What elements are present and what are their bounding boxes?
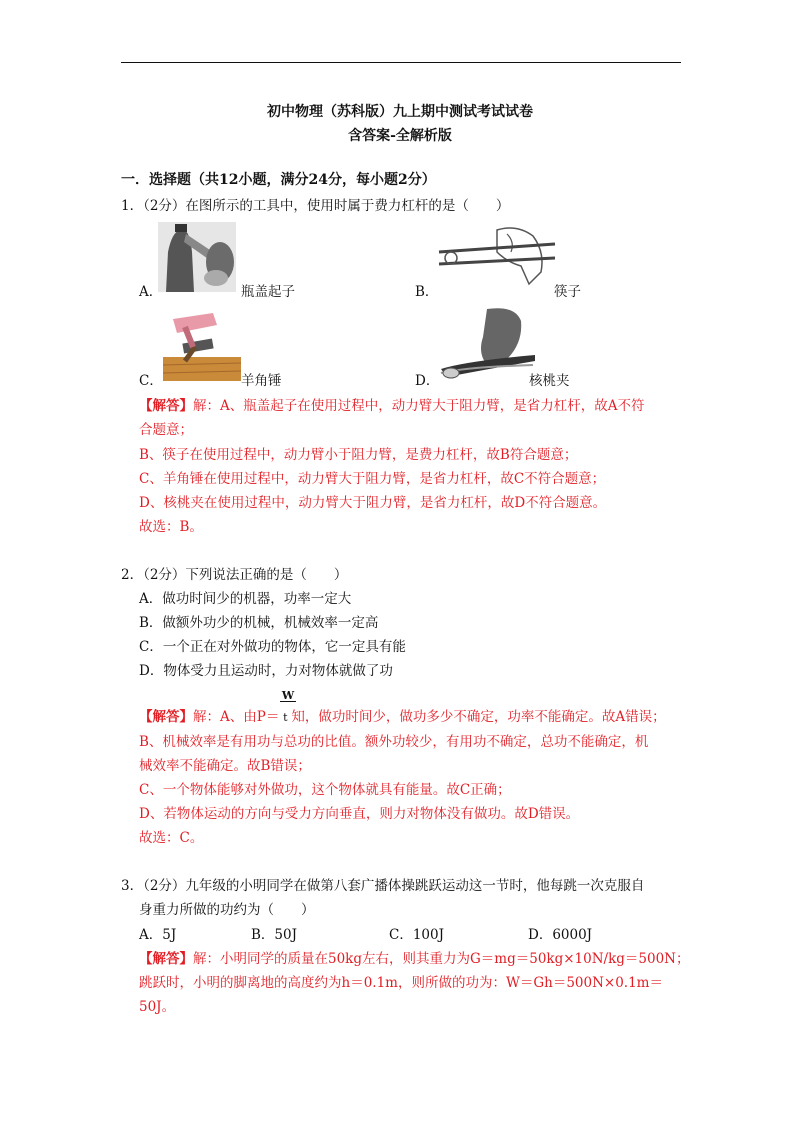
q3-answer-line-2: 跳跃时，小明的脚离地的高度约为h＝0.1m，则所做的功为：W＝Gh＝500N×0.1m＝ bbox=[139, 975, 663, 991]
q1-answer-line-1: 【解答】解：A、瓶盖起子在使用过程中，动力臂大于阻力臂，是省力杠杆，故A不符 bbox=[139, 398, 645, 414]
q2-answer-line-1: 【解答】解：A、由P＝ t 知，做功时间少，做功多少不确定，功率不能确定。故A错误； bbox=[139, 709, 666, 725]
q3-option-d: D．6000J bbox=[528, 927, 593, 943]
q3-option-b: B．50J bbox=[251, 927, 298, 943]
page-subtitle: 含答案-全解析版 bbox=[348, 128, 452, 144]
q3-option-c: C．100J bbox=[389, 927, 445, 943]
q2-option-d: D．物体受力且运动时，力对物体就做了功 bbox=[139, 663, 393, 679]
q1-option-c-letter: C． bbox=[139, 373, 163, 389]
q2-answer-line-5: D、若物体运动的方向与受力方向垂直，则力对物体没有做功。故D错误。 bbox=[139, 806, 580, 822]
q1-answer-line-5: D、核桃夹在使用过程中，动力臂大于阻力臂，是省力杠杆，故D不符合题意。 bbox=[139, 495, 607, 511]
q1-answer-line-6: 故选：B。 bbox=[139, 519, 203, 535]
fraction-denominator: t bbox=[283, 711, 288, 724]
q2-answer-line-6: 故选：C。 bbox=[139, 830, 204, 846]
q1-answer-line-4: C、羊角锤在使用过程中，动力臂大于阻力臂，是省力杠杆，故C不符合题意； bbox=[139, 471, 606, 487]
q1-option-d-letter: D． bbox=[415, 373, 440, 389]
section-heading: 一．选择题（共12小题，满分24分，每小题2分） bbox=[121, 172, 436, 188]
q2-option-a: A．做功时间少的机器，功率一定大 bbox=[139, 591, 352, 607]
q3-answer-line-3: 50J。 bbox=[139, 999, 176, 1015]
q1-option-d-name: 核桃夹 bbox=[529, 373, 570, 389]
q2-answer-line-3: 械效率不能确定。故B错误； bbox=[139, 758, 311, 774]
q1-stem: 1．（2分）在图所示的工具中，使用时属于费力杠杆的是（ ） bbox=[121, 198, 510, 214]
q3-option-a: A．5J bbox=[139, 927, 177, 943]
q2-answer-line-2: B、机械效率是有用功与总功的比值。额外功较少，有用功不确定，总功不能确定，机 bbox=[139, 734, 649, 750]
q1-answer-tag: 【解答】 bbox=[139, 398, 193, 414]
q2-answer-line-4: C、一个物体能够对外做功，这个物体就具有能量。故C正确； bbox=[139, 782, 511, 798]
q1-answer-line-3: B、筷子在使用过程中，动力臂小于阻力臂，是费力杠杆，故B符合题意； bbox=[139, 447, 578, 463]
fraction-numerator: W bbox=[281, 689, 295, 702]
nutcracker-image bbox=[437, 307, 543, 381]
q3-stem-line-2: 身重力所做的功约为（ ） bbox=[139, 902, 315, 918]
q2-stem: 2．（2分）下列说法正确的是（ ） bbox=[121, 567, 348, 583]
q2-option-b: B．做额外功少的机械，机械效率一定高 bbox=[139, 615, 379, 631]
chopsticks-image bbox=[437, 222, 557, 290]
q2-answer-tag: 【解答】 bbox=[139, 709, 193, 725]
q1-option-c-name: 羊角锤 bbox=[241, 373, 282, 389]
q1-option-a-name: 瓶盖起子 bbox=[241, 284, 295, 300]
claw-hammer-image bbox=[163, 311, 241, 381]
q3-answer-tag: 【解答】 bbox=[139, 951, 193, 967]
q1-answer-line-2: 合题意； bbox=[139, 422, 193, 438]
q1-option-a-letter: A． bbox=[139, 284, 163, 300]
q1-option-b-name: 筷子 bbox=[554, 284, 581, 300]
q2-option-c: C．一个正在对外做功的物体，它一定具有能 bbox=[139, 639, 406, 655]
q3-stem-line-1: 3．（2分）九年级的小明同学在做第八套广播体操跳跃运动这一节时，他每跳一次克服自 bbox=[121, 878, 645, 894]
header-rule bbox=[121, 62, 681, 63]
page-title: 初中物理（苏科版）九上期中测试考试试卷 bbox=[267, 104, 533, 120]
q3-answer-line-1: 【解答】解：小明同学的质量在50kg左右，则其重力为G＝mg＝50kg×10N/kg＝500N； bbox=[139, 951, 690, 967]
bottle-opener-image bbox=[158, 222, 236, 292]
q1-option-b-letter: B． bbox=[415, 284, 439, 300]
